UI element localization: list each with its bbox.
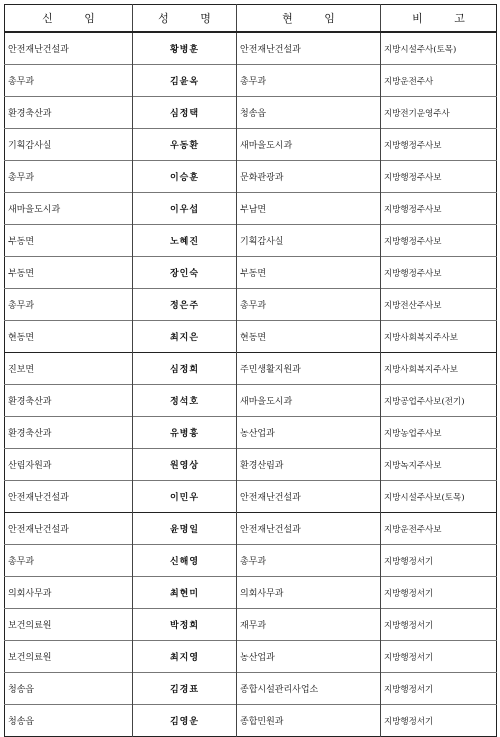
name-cell: 우동환 [133,129,237,161]
current-post-cell: 환경산림과 [237,449,381,481]
table-row [5,481,497,513]
table-row [5,65,497,97]
table-row [5,97,497,129]
name-cell: 박정희 [133,609,237,641]
table-row [5,353,497,385]
note-cell: 지방사회복지주사보 [381,321,497,353]
name-cell: 이우섭 [133,193,237,225]
table-row [5,513,497,545]
table-row [5,161,497,193]
header-note: 비 고 [381,5,497,33]
note-cell: 지방행정서기 [381,609,497,641]
name-cell: 정석호 [133,385,237,417]
current-post-cell: 종합시설관리사업소 [237,673,381,705]
current-post-cell: 재무과 [237,609,381,641]
table-row [5,449,497,481]
note-cell: 지방행정서기 [381,673,497,705]
note-cell: 지방시설주사보(토목) [381,481,497,513]
current-post-cell: 총무과 [237,65,381,97]
note-cell: 지방운전주사 [381,65,497,97]
note-cell: 지방행정서기 [381,641,497,673]
table-row [5,577,497,609]
current-post-cell: 청송읍 [237,97,381,129]
note-cell: 지방사회복지주사보 [381,353,497,385]
table-row [5,193,497,225]
new-post-cell: 환경축산과 [5,417,133,449]
new-post-cell: 안전재난건설과 [5,32,133,65]
current-post-cell: 농산업과 [237,641,381,673]
current-post-cell: 부남면 [237,193,381,225]
name-cell: 김윤옥 [133,65,237,97]
name-cell: 이민우 [133,481,237,513]
name-cell: 이승훈 [133,161,237,193]
name-cell: 황병훈 [133,32,237,65]
table-row [5,417,497,449]
current-post-cell: 주민생활지원과 [237,353,381,385]
table-row [5,32,497,65]
current-post-cell: 부동면 [237,257,381,289]
current-post-cell: 안전재난건설과 [237,513,381,545]
table-row [5,609,497,641]
name-cell: 원영상 [133,449,237,481]
name-cell: 노혜진 [133,225,237,257]
current-post-cell: 종합민원과 [237,705,381,737]
note-cell: 지방녹지주사보 [381,449,497,481]
current-post-cell: 의회사무과 [237,577,381,609]
table-row [5,673,497,705]
table-row [5,385,497,417]
new-post-cell: 환경축산과 [5,97,133,129]
current-post-cell: 기획감사실 [237,225,381,257]
name-cell: 최지영 [133,641,237,673]
current-post-cell: 새마을도시과 [237,129,381,161]
name-cell: 윤명일 [133,513,237,545]
new-post-cell: 산림자원과 [5,449,133,481]
current-post-cell: 농산업과 [237,417,381,449]
name-cell: 최지은 [133,321,237,353]
note-cell: 지방전기운영주사 [381,97,497,129]
note-cell: 지방농업주사보 [381,417,497,449]
note-cell: 지방행정주사보 [381,129,497,161]
note-cell: 지방행정서기 [381,705,497,737]
new-post-cell: 새마을도시과 [5,193,133,225]
new-post-cell: 진보면 [5,353,133,385]
header-row [5,5,497,33]
table-body [5,32,497,737]
note-cell: 지방시설주사(토목) [381,32,497,65]
header-current-post: 현 임 [237,5,381,33]
name-cell: 유병흥 [133,417,237,449]
name-cell: 심정택 [133,97,237,129]
table-row [5,129,497,161]
note-cell: 지방행정주사보 [381,161,497,193]
new-post-cell: 총무과 [5,545,133,577]
note-cell: 지방전산주사보 [381,289,497,321]
new-post-cell: 총무과 [5,289,133,321]
table-row [5,641,497,673]
current-post-cell: 새마을도시과 [237,385,381,417]
new-post-cell: 총무과 [5,161,133,193]
note-cell: 지방행정서기 [381,545,497,577]
new-post-cell: 환경축산과 [5,385,133,417]
name-cell: 장인숙 [133,257,237,289]
current-post-cell: 안전재난건설과 [237,32,381,65]
name-cell: 김경표 [133,673,237,705]
current-post-cell: 총무과 [237,289,381,321]
current-post-cell: 안전재난건설과 [237,481,381,513]
header-name: 성 명 [133,5,237,33]
new-post-cell: 청송읍 [5,673,133,705]
table-row [5,705,497,737]
personnel-table [4,4,497,737]
name-cell: 심정희 [133,353,237,385]
new-post-cell: 기획감사실 [5,129,133,161]
name-cell: 정은주 [133,289,237,321]
note-cell: 지방행정주사보 [381,193,497,225]
new-post-cell: 부동면 [5,257,133,289]
note-cell: 지방공업주사보(전기) [381,385,497,417]
new-post-cell: 현동면 [5,321,133,353]
new-post-cell: 보건의료원 [5,641,133,673]
table-row [5,257,497,289]
note-cell: 지방행정주사보 [381,257,497,289]
new-post-cell: 청송읍 [5,705,133,737]
table-row [5,225,497,257]
note-cell: 지방행정주사보 [381,225,497,257]
header-new-post: 신 임 [5,5,133,33]
table-row [5,545,497,577]
new-post-cell: 안전재난건설과 [5,481,133,513]
new-post-cell: 안전재난건설과 [5,513,133,545]
table-row [5,289,497,321]
name-cell: 신해영 [133,545,237,577]
name-cell: 최현미 [133,577,237,609]
note-cell: 지방운전주사보 [381,513,497,545]
current-post-cell: 현동면 [237,321,381,353]
current-post-cell: 총무과 [237,545,381,577]
new-post-cell: 의회사무과 [5,577,133,609]
current-post-cell: 문화관광과 [237,161,381,193]
new-post-cell: 부동면 [5,225,133,257]
new-post-cell: 보건의료원 [5,609,133,641]
table-row [5,321,497,353]
note-cell: 지방행정서기 [381,577,497,609]
new-post-cell: 총무과 [5,65,133,97]
name-cell: 김영운 [133,705,237,737]
